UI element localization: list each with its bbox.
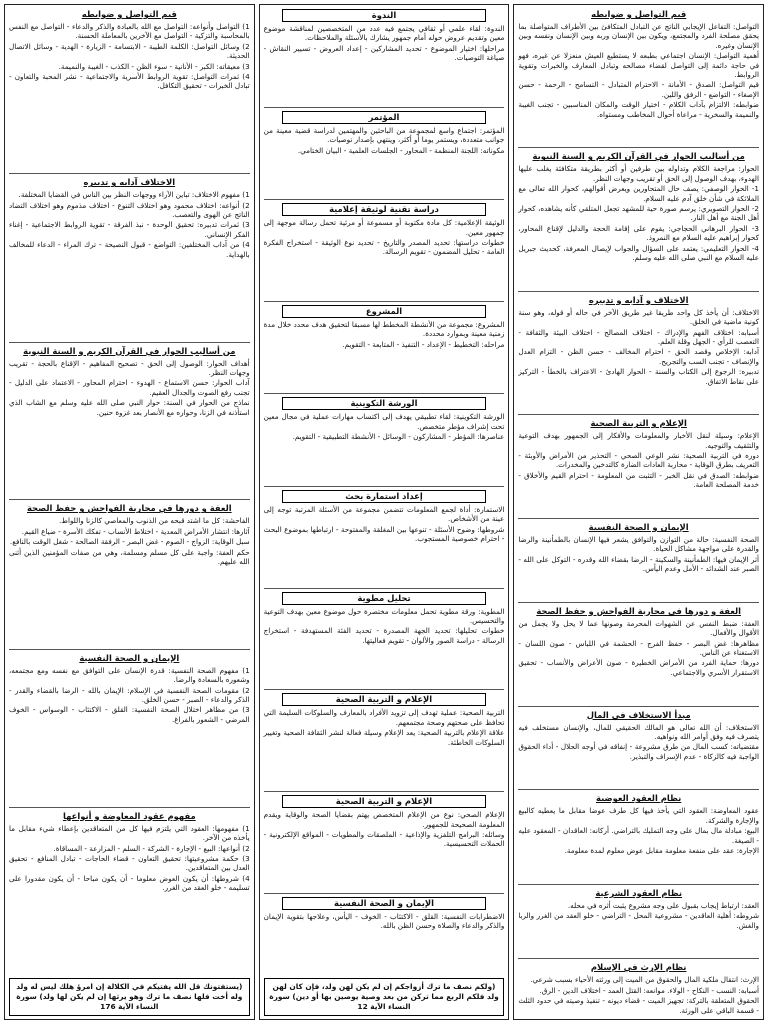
section-heading: الإيمان و الصحة النفسية — [282, 897, 487, 910]
paragraph: 2) أنواعه: اختلاف محمود وهو اختلاف التنوع - اختلاف مذموم وهو اختلاف التضاد الناتج عن الهوى والتعصب. — [8, 200, 250, 220]
paragraph: آدابه: الإخلاص وقصد الحق - احترام المخالف - حسن الظن - التزام العدل والإنصاف - تجنب السب والتجريح. — [518, 347, 759, 366]
paragraph: ضوابطه: الالتزام بآداب الكلام - اختيار الوقت والمكان المناسبين - تجنب الغيبة والنميمة والسخرية - مراعاة أحوال المخاطب ومستواه. — [518, 100, 759, 119]
paragraph: الحوار: مراجعة الكلام وتداوله بين طرفين أو أكثر بطريقة متكافئة يغلب عليها الهدوء، بهدف الوصول إلى الحق أو تقريب وجهات النظر. — [518, 164, 759, 183]
section-heading: دراسة تقنية لوثيقة إعلامية — [282, 203, 487, 216]
section-heading: الإيمان و الصحة النفسية — [79, 652, 180, 663]
paragraph: علاقة الإعلام بالتربية الصحية: يعد الإعلام وسيلة فعالة لنشر الثقافة الصحية وتغيير السلوكات الخاطئة. — [263, 728, 505, 747]
paragraph: العقد: ارتباط إيجاب بقبول على وجه مشروع يثبت أثره في محله. — [567, 900, 759, 910]
paragraph: عقود المعاوضة: العقود التي يأخذ فيها كل طرف عوضا مقابل ما يعطيه كالبيع والإجارة والشركة. — [518, 806, 759, 825]
paragraph: آثارها: انتشار الأمراض المعدية - اختلاط الأنساب - تفكك الأسرة - ضياع القيم. — [21, 526, 250, 536]
paragraph: 2) مقومات الصحة النفسية في الإسلام: الإيمان بالله - الرضا بالقضاء والقدر - الذكر والدعاء - الصبر - حسن الخلق. — [8, 685, 250, 705]
paragraph: المشروع: مجموعة من الأنشطة المخطط لها مسبقا لتحقيق هدف محدد خلال مدة زمنية معينة وبموارد محددة. — [263, 319, 505, 339]
paragraph: أهداف الحوار: الوصول إلى الحق - تصحيح المفاهيم - الإقناع بالحجة - تقريب وجهات النظر. — [8, 358, 250, 377]
paragraph: مظاهرها: غض البصر - حفظ الفرج - الحشمة في اللباس - صون اللسان - الاستغناء عن الناس. — [518, 638, 759, 658]
paragraph: 3) حكمة مشروعيتها: تحقيق التعاون - قضاء الحاجات - تبادل المنافع - تحقيق العدل بين المتعاقدين. — [8, 853, 250, 873]
paragraph: الورشة التكوينية: لقاء تطبيقي يهدف إلى اكتساب مهارات عملية في مجال معين تحت إشراف مؤطر متخصص. — [263, 412, 505, 431]
paragraph: 4) من آداب المختلفين: التواضع - قبول النصيحة - ترك المراء - الدعاء للمخالف بالهداية. — [8, 240, 250, 259]
paragraph: 1) مفهوم الاختلاف: تباين الآراء ووجهات النظر بين الناس في القضايا المختلفة. — [18, 190, 250, 200]
section-heading: من أساليب الحوار في القرآن الكريم و السنة النبوية — [532, 151, 745, 162]
section — [518, 8, 759, 120]
section — [264, 107, 505, 156]
section-heading: تحليل مطوية — [282, 592, 487, 605]
section-heading: العفة و دورها في محاربة الفواحش و حفظ الصحة — [26, 503, 232, 514]
verse-box: (يستفتونك قل الله يفتيكم في الكلالة إن امرؤ هلك ليس له ولد وله أخت فلها نصف ما ترك وهو يرثها إن لم يكن لها ولد) سورة النساء الآية 176 — [9, 978, 250, 1016]
paragraph: آداب الحوار: حسن الاستماع - الهدوء - احترام المحاور - الاعتماد على الدليل - تجنب رفع الصوت والجدال العقيم. — [8, 378, 250, 397]
section — [518, 414, 759, 490]
paragraph: الإرث: انتقال ملكية المال والحقوق من الميت إلى ورثته الأحياء بسبب شرعي. — [530, 975, 759, 985]
paragraph: 3) معيقاته: الكبر - الأنانية - سوء الظن - الكذب - الغيبة والنميمة. — [58, 61, 250, 71]
paragraph: الإجارة: عقد على منفعة معلومة مقابل عوض معلوم لمدة معلومة. — [564, 846, 759, 856]
paragraph: شروطها: وضوح الأسئلة - تنوعها بين المغلقة والمفتوحة - ارتباطها بموضوع البحث - احترام خصوصية المستجوب. — [263, 524, 505, 543]
section-heading: الإيمان و الصحة النفسية — [588, 521, 689, 532]
paragraph: الحقوق المتعلقة بالتركة: تجهيز الميت - قضاء ديونه - تنفيذ وصيته في حدود الثلث - قسمة الباقي على الورثة. — [518, 996, 759, 1015]
paragraph: 3) ثمرات تدبيره: تحقيق الوحدة - نبذ الفرقة - تقوية الروابط الاجتماعية - إغناء الفكر الإنساني. — [8, 220, 250, 239]
section — [9, 8, 250, 92]
section-heading: العفة و دورها في محاربة الفواحش و حفظ الصحة — [536, 605, 741, 616]
paragraph: 1- الحوار الوصفي: يصف حال المتحاورين ويعرض أقوالهم، كحوار الله تعالى مع الملائكة في شأن خلق آدم عليه السلام. — [518, 184, 759, 203]
paragraph: 2- الحوار التصويري: يرسم صورة حية للمشهد تجعل المتلقي كأنه يشاهده، كحوار أهل الجنة مع أهل النار. — [518, 203, 759, 223]
section-heading: من أساليب الحوار في القرآن الكريم و السنة النبوية — [23, 345, 236, 356]
paragraph: حكم العفة: واجبة على كل مسلم ومسلمة، وهي من صفات المؤمنين الذين أثنى الله عليهم. — [8, 547, 250, 567]
paragraph: نماذج من الحوار في السنة: حوار النبي صلى الله عليه وسلم مع الشاب الذي استأذنه في الزنا، وحواره مع الأنصار بعد غزوة حنين. — [8, 398, 250, 417]
paragraph: 1) التواصل وأنواعه: التواصل مع الله بالعبادة والذكر والدعاء - التواصل مع النفس بالمحاسبة والتزكية - التواصل مع الآخرين بالمعاملة الحسنة. — [8, 22, 250, 41]
section — [518, 958, 759, 1016]
section-heading: نظام العقود العوضية — [596, 793, 682, 804]
section-heading: قيم التواصل و ضوابطه — [81, 9, 177, 19]
paragraph: 1) مفهوم الصحة النفسية: قدرة الإنسان على التوافق مع نفسه ومع مجتمعه، وشعوره بالسعادة والرضا. — [8, 665, 250, 685]
paragraph: خطوات تحليلها: تحديد الجهة المصدرة - تحديد الفئة المستهدفة - استخراج الرسالة - دراسة الصور والألوان - تقويم فعاليتها. — [263, 626, 505, 645]
paragraph: وسائله: البرامج التلفزية والإذاعية - الملصقات والمطويات - المواقع الإلكترونية - الحملات التحسيسية. — [263, 829, 505, 849]
paragraph: 4) شروطها: أن يكون العوض معلوما - أن يكون مباحا - أن يكون مقدورا على تسليمه - خلو العقد من الغرر. — [8, 873, 250, 893]
section-heading: الورشة التكوينية — [282, 397, 487, 410]
section — [264, 393, 505, 442]
section — [264, 301, 505, 350]
column-left — [4, 4, 255, 1020]
paragraph: مراحله: التخطيط - الإعداد - التنفيذ - المتابعة - التقويم. — [342, 339, 505, 349]
section — [264, 486, 505, 545]
section-heading: نظام العقود الشرعية — [595, 887, 683, 898]
paragraph: قيم التواصل: الصدق - الأمانة - الاحترام المتبادل - التسامح - الرحمة - حسن الإصغاء - التواضع - الرفق واللين. — [518, 80, 759, 99]
section-heading: مفهوم عقود المعاوضة و أنواعها — [62, 810, 196, 821]
paragraph: خطوات دراستها: تحديد المصدر والتاريخ - تحديد نوع الوثيقة - استخراج الفكرة العامة - تحليل المضمون - تقويم الرسالة. — [263, 238, 505, 257]
verse-box: (ولكم نصف ما ترك أزواجكم إن لم يكن لهن ولد، فإن كان لهن ولد فلكم الربع مما تركن من بعد وصية يوصين بها أو دين) سورة النساء الآية 12 — [264, 978, 505, 1016]
paragraph: 2) أنواعها: البيع - الإجارة - الشركة - السلم - المزارعة - المساقاة. — [53, 843, 250, 853]
section-heading: الإعلام و التربية الصحية — [282, 795, 487, 808]
section-heading: إعداد استمارة بحث — [282, 490, 487, 503]
section — [9, 499, 250, 567]
section-heading: مبدأ الاستخلاف في المال — [586, 709, 691, 720]
paragraph: الندوة: لقاء علمي أو ثقافي يجتمع فيه عدد من المتخصصين لمناقشة موضوع معين وتقديم عروض حوله أمام جمهور يشارك بالأسئلة والملاحظات. — [263, 24, 505, 43]
paragraph: البيع: مبادلة مال بمال على وجه التمليك بالتراضي. أركانه: العاقدان - المعقود عليه - الصيغة. — [518, 826, 759, 845]
paragraph: المؤتمر: اجتماع واسع لمجموعة من الباحثين والمهتمين لدراسة قضية معينة من جوانب متعددة، ويستمر يوما أو أكثر، وينتهي بإصدار توصيات. — [263, 125, 505, 145]
paragraph: الاضطرابات النفسية: القلق - الاكتئاب - الخوف - اليأس، وعلاجها بتقوية الإيمان والذكر والدعاء والصلاة وحسن الظن بالله. — [263, 911, 505, 931]
paragraph: 4- الحوار التعليمي: يعتمد على السؤال والجواب لإيصال المعرفة، كحديث جبريل عليه السلام مع النبي صلى الله عليه وسلم. — [518, 243, 759, 262]
paragraph: 2) وسائل التواصل: الكلمة الطيبة - الابتسامة - الزيارة - الهدية - وسائل الاتصال الحديثة. — [8, 41, 250, 61]
paragraph: مكوناته: اللجنة المنظمة - المحاور - الجلسات العلمية - البيان الختامي. — [297, 145, 505, 155]
section-heading: الندوة — [282, 9, 487, 22]
paragraph: الاختلاف: أن يأخذ كل واحد طريقا غير طريق الآخر في حاله أو قوله، وهو سنة كونية ماضية في الخلق. — [518, 307, 759, 327]
paragraph: شروطه: أهلية العاقدين - مشروعية المحل - التراضي - خلو العقد من الغرر والربا والغش. — [518, 911, 759, 930]
section-heading: الإعلام و التربية الصحية — [282, 693, 487, 706]
paragraph: الإعلام الصحي: نوع من الإعلام المتخصص يهتم بقضايا الصحة والوقاية ويقدم المعلومة الصحيحة للجمهور. — [263, 810, 505, 829]
paragraph: المطوية: ورقة مطوية تحمل معلومات مختصرة حول موضوع معين بهدف التوعية والتحسيس. — [263, 606, 505, 625]
paragraph: 1) مفهومها: العقود التي يلتزم فيها كل من المتعاقدين بإعطاء شيء مقابل ما يأخذه من الآخر. — [8, 823, 250, 843]
section-heading: نظام الإرث في الإسلام — [590, 962, 687, 973]
paragraph: مراحلها: اختيار الموضوع - تحديد المشاركين - إعداد العروض - تسيير النقاش - صياغة التوصيات. — [263, 43, 505, 63]
section — [9, 173, 250, 260]
paragraph: دوره في التربية الصحية: نشر الوعي الصحي - التحذير من الأمراض والأوبئة - التعريف بطرق الوقاية - محاربة العادات الضارة كالتدخين والمخدرات. — [518, 451, 759, 470]
paragraph: الإعلام: وسيلة لنقل الأخبار والمعلومات والأفكار إلى الجمهور بهدف التوعية والتثقيف والتوجيه. — [518, 431, 759, 450]
paragraph: سبل الوقاية: الزواج - الصوم - غض البصر - الرفقة الصالحة - شغل الوقت بالنافع. — [9, 537, 250, 547]
section — [264, 893, 505, 932]
paragraph: التواصل: التفاعل الإيجابي الناتج عن التبادل المتكافئ بين الأطراف المتواصلة بما يحقق مصلحة الفرد والمجتمع، ويكون بين الإنسان وربه وبين الإنسان ونفسه وبين الإنسان وغيره. — [518, 22, 759, 50]
paragraph: ضوابطه: الصدق في نقل الخبر - التثبت من المعلومة - احترام القيم والأخلاق - خدمة المصلحة العامة. — [518, 470, 759, 490]
section-heading: الاختلاف و آدابه و تدبيره — [588, 294, 689, 305]
paragraph: أهمية التواصل: الإنسان اجتماعي بطبعه لا يستطيع العيش منعزلا عن غيره، فهو في حاجة دائمة إلى التواصل لقضاء مصالحه وتبادل المعارف والخبرات وتقوية الروابط. — [518, 51, 759, 80]
section — [518, 706, 759, 763]
paragraph: مقتضياته: كسب المال من طرق مشروعة - إنفاقه في أوجه الحلال - أداء الحقوق الواجبة فيه كالزكاة - عدم الإسراف والتبذير. — [518, 742, 759, 761]
section — [264, 199, 505, 258]
section — [518, 884, 759, 931]
section — [9, 807, 250, 894]
paragraph: التربية الصحية: عملية تهدف إلى تزويد الأفراد بالمعارف والسلوكات السليمة التي تحافظ على صحتهم وصحة مجتمعهم. — [263, 708, 505, 727]
paragraph: 3- الحوار البرهاني الحجاجي: يقوم على إقامة الحجة والدليل لإقناع المحاور، كحوار إبراهيم عليه السلام مع النمروذ. — [518, 223, 759, 243]
paragraph: الوثيقة الإعلامية: كل مادة مكتوبة أو مسموعة أو مرئية تحمل رسالة موجهة إلى جمهور معين. — [263, 218, 505, 237]
section — [264, 791, 505, 850]
paragraph: الاستمارة: أداة لجمع المعلومات تتضمن مجموعة من الأسئلة المرتبة توجه إلى عينة من الأشخاص. — [263, 504, 505, 524]
paragraph: الفاحشة: كل ما اشتد قبحه من الذنوب والمعاصي كالزنا واللواط. — [59, 516, 250, 526]
paragraph: 3) من مظاهر اختلال الصحة النفسية: القلق - الاكتئاب - الوسواس - الخوف المرضي - الشعور بالفراغ. — [8, 705, 250, 724]
paragraph: أسبابه: اختلاف الفهم والإدراك - اختلاف المصالح - اختلاف البيئة والثقافة - التعصب للرأي - الجهل وقلة العلم. — [518, 327, 759, 346]
paragraph: أسبابه: النسب - النكاح - الولاء. موانعه: القتل العمد - اختلاف الدين - الرق. — [539, 985, 759, 995]
paragraph: الصحة النفسية: حالة من التوازن والتوافق يشعر فيها الإنسان بالطمأنينة والرضا والقدرة على مواجهة مشاكل الحياة. — [518, 534, 759, 554]
section — [518, 147, 759, 263]
section — [518, 291, 759, 387]
section-heading: الإعلام و التربية الصحية — [590, 418, 687, 429]
paragraph: 4) ثمرات التواصل: تقوية الروابط الأسرية والاجتماعية - نشر المحبة والتعاون - تبادل الخبرات - تحقيق التكافل. — [8, 72, 250, 91]
paragraph: عناصرها: المؤطر - المشاركون - الوسائل - الأنشطة التطبيقية - التقويم. — [292, 432, 505, 442]
paragraph: الاستخلاف: أن الله تعالى هو المالك الحقيقي للمال، والإنسان مستخلف فيه يتصرف فيه وفق أوامر الله ونواهيه. — [518, 722, 759, 741]
column-middle — [259, 4, 510, 1020]
section — [518, 518, 759, 575]
paragraph: تدبيره: الرجوع إلى الكتاب والسنة - الحوار الهادئ - الاعتراف بالخطأ - التركيز على نقاط الاتفاق. — [518, 367, 759, 386]
section — [9, 649, 250, 725]
section — [518, 789, 759, 856]
section-heading: قيم التواصل و ضوابطه — [591, 9, 687, 19]
section — [264, 689, 505, 748]
section — [9, 342, 250, 418]
section — [264, 588, 505, 647]
section-heading: المؤتمر — [282, 111, 487, 124]
section — [518, 602, 759, 678]
section-heading: المشروع — [282, 305, 487, 318]
paragraph: دورها: حماية الفرد من الأمراض الخطيرة - صون الأعراض والأنساب - تحقيق الاستقرار الأسري والاجتماعي. — [518, 658, 759, 677]
column-right — [513, 4, 764, 1020]
paragraph: العفة: ضبط النفس عن الشهوات المحرمة وصونها عما لا يحل ولا يجمل من الأقوال والأفعال. — [518, 618, 759, 638]
section — [264, 8, 505, 64]
paragraph: أثر الإيمان فيها: الطمأنينة والسكينة - الرضا بقضاء الله وقدره - التوكل على الله - الصبر عند الشدائد - الأمل وعدم اليأس. — [518, 554, 759, 574]
section-heading: الاختلاف آدابه و تدبيره — [83, 177, 176, 188]
